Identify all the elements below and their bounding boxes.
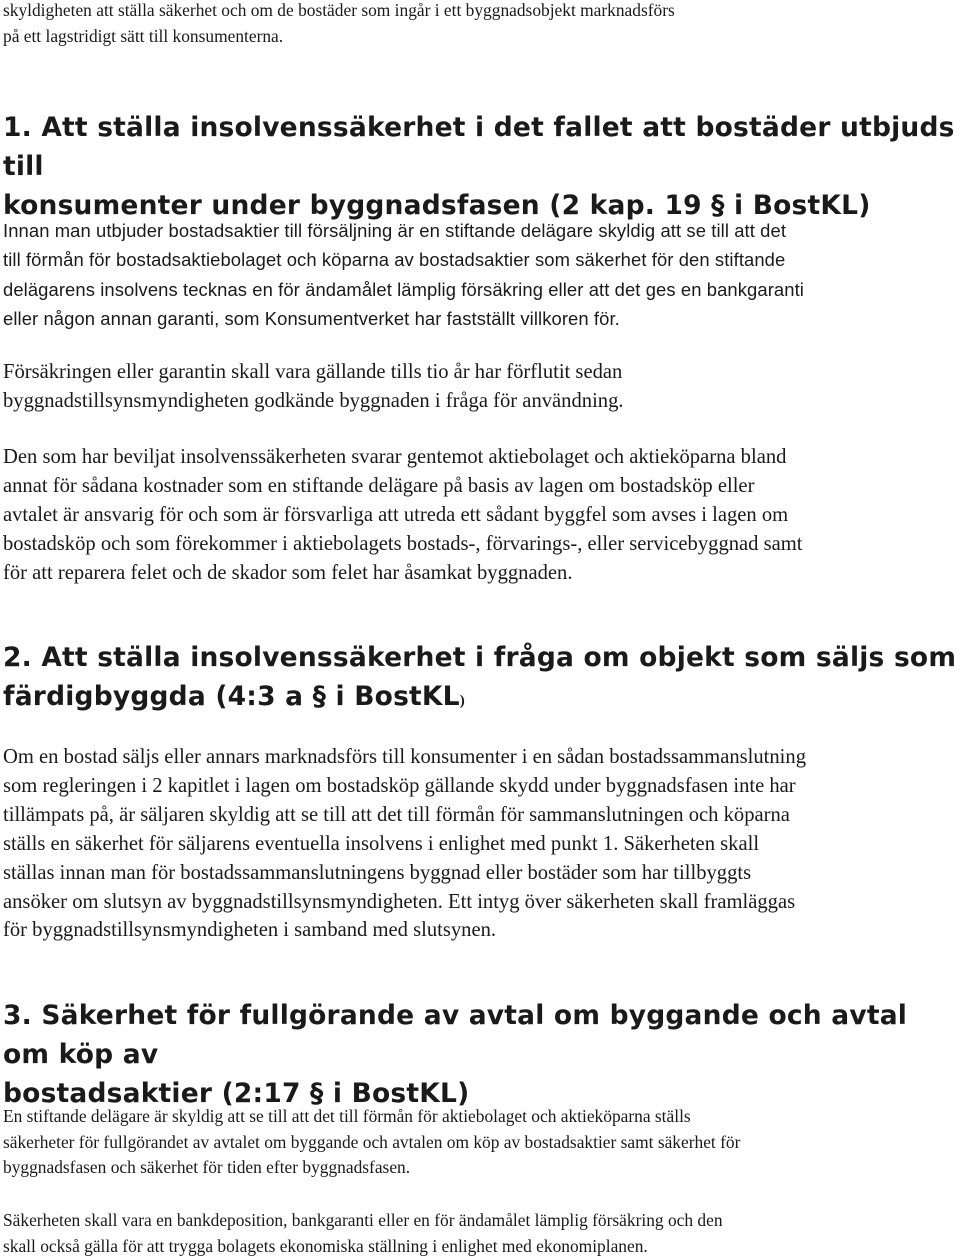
text-line: ställas innan man för bostadssammanslutningens byggnad eller bostäder som har tillbyggts (3, 861, 752, 884)
text-line: eller någon annan garanti, som Konsumentverket har fastställt villkoren för. (3, 308, 620, 330)
heading-line: 2. Att ställa insolvenssäkerhet i fråga om objekt som säljs som (3, 642, 957, 673)
text-line: för byggnadstillsynsmyndigheten i samband med slutsynen. (3, 919, 497, 942)
text-line: delägarens insolvens tecknas en för ändamålet lämplig försäkring eller att det ges en bankgaranti (3, 278, 804, 300)
text-line: skyldigheten att ställa säkerhet och om de bostäder som ingår i ett byggnadsobjekt marknadsförs (3, 0, 675, 20)
heading-closing-paren: ) (459, 693, 465, 709)
text-line: på ett lagstridigt sätt till konsumenterna. (3, 25, 284, 46)
heading-line: 1. Att ställa insolvenssäkerhet i det fallet att bostäder utbjuds till (3, 112, 955, 182)
section-2-paragraph-1 (3, 743, 959, 945)
heading-line: konsumenter under byggnadsfasen (2 kap. 19 § i BostKL) (3, 190, 871, 221)
text-line: byggnadstillsynsmyndigheten godkände byggnaden i fråga för användning. (3, 389, 624, 412)
section-1-paragraph-1 (3, 216, 959, 334)
text-line: ansöker om slutsyn av byggnadstillsynsmyndigheten. Ett intyg över säkerheten skall framläggas (3, 890, 796, 913)
section-3-paragraph-2 (3, 1208, 959, 1259)
section-2-heading (3, 638, 959, 721)
heading-line (3, 677, 959, 721)
text-line: ställs en säkerhet för säljarens eventuella insolvens i enlighet med punkt 1. Säkerheten skall (3, 832, 760, 855)
text-line: säkerheter för fullgörandet av avtalet om byggande och avtalen om köp av bostadsaktier samt säkerhet för (3, 1131, 741, 1152)
heading-text: färdigbyggda (4:3 a § i BostKL (3, 681, 460, 712)
text-line: bostadsköp och som förekommer i aktiebolagets bostads-, förvarings-, eller servicebyggnad samt (3, 532, 803, 555)
text-line: byggnadsfasen och säkerhet för tiden efter byggnadsfasen. (3, 1157, 411, 1177)
section-1-paragraph-3 (3, 443, 959, 588)
text-line: Innan man utbjuder bostadsaktier till försäljning är en stiftande delägare skyldig att se till att det (3, 220, 787, 241)
heading-line: 3. Säkerhet för fullgörande av avtal om byggande och avtal om köp av (3, 1000, 908, 1070)
text-line: tillämpats på, är säljaren skyldig att se till att det till förmån för sammanslutningen och köparna (3, 803, 790, 826)
section-3-paragraph-1 (3, 1104, 959, 1181)
text-line: som regleringen i 2 kapitlet i lagen om bostadsköp gällande skydd under byggnadsfasen inte har (3, 774, 796, 797)
heading-line: bostadsaktier (2:17 § i BostKL) (3, 1078, 470, 1109)
intro-paragraph (3, 0, 959, 49)
text-line: En stiftande delägare är skyldig att se till att det till förmån för aktiebolaget och aktieköparna ställs (3, 1106, 691, 1126)
section-3-heading (3, 996, 959, 1113)
section-1-paragraph-2 (3, 358, 959, 416)
text-line: till förmån för bostadsaktiebolaget och köparna av bostadsaktier som säkerhet för den stiftande (3, 249, 786, 271)
section-1-heading (3, 108, 959, 225)
text-line: Försäkringen eller garantin skall vara gällande tills tio år har förflutit sedan (3, 361, 623, 383)
text-line: för att reparera felet och de skador som felet har åsamkat byggnaden. (3, 561, 573, 584)
text-line: Den som har beviljat insolvenssäkerheten svarar gentemot aktiebolaget och aktieköparna bland (3, 446, 787, 468)
text-line: avtalet är ansvarig för och som är försvarliga att utreda ett sådant byggfel som avses i lagen om (3, 503, 789, 526)
text-line: skall också gälla för att trygga bolagets ekonomiska ställning i enlighet med ekonomiplanen. (3, 1235, 648, 1256)
text-line: annat för sådana kostnader som en stiftande delägare på basis av lagen om bostadsköp eller (3, 474, 755, 497)
text-line: Säkerheten skall vara en bankdeposition, bankgaranti eller en för ändamålet lämplig försäkring och den (3, 1210, 723, 1230)
text-line: Om en bostad säljs eller annars marknadsförs till konsumenter i en sådan bostadssammanslutning (3, 746, 806, 768)
